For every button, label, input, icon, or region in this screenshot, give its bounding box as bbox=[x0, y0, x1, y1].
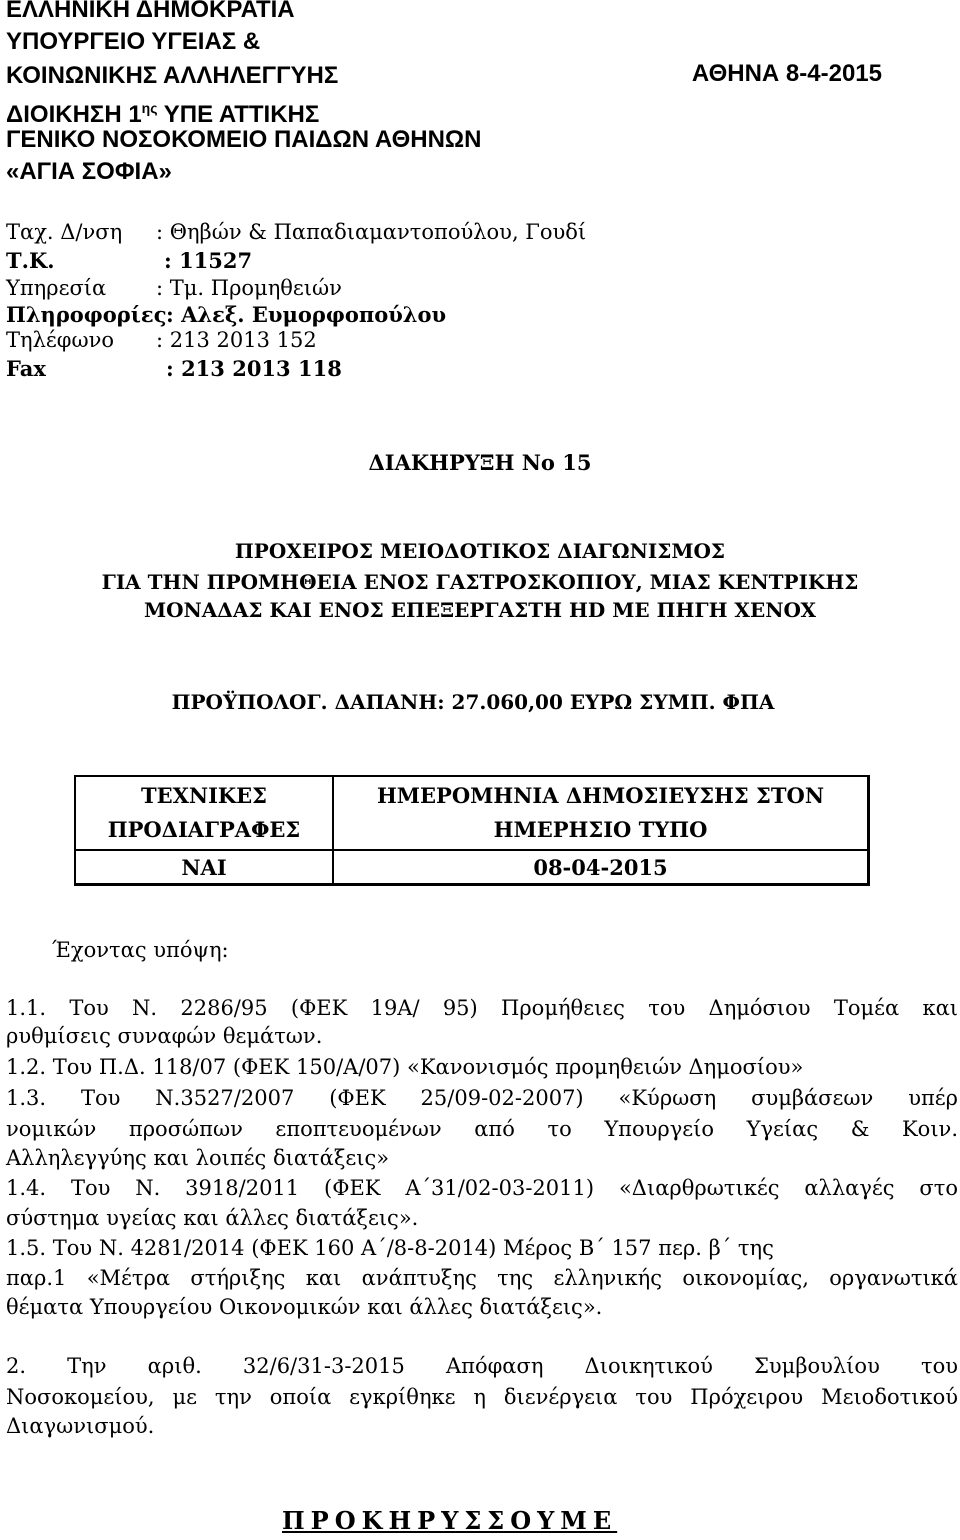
item-1-3-line-3: Αλληλεγγύης και λοιπές διατάξεις» bbox=[6, 1146, 390, 1170]
header-superscript: ης bbox=[141, 100, 158, 116]
fax-label: Fax bbox=[6, 356, 46, 381]
notice-title: ΔΙΑΚΗΡΥΞΗ Νο 15 bbox=[368, 450, 592, 475]
item-2-line-3: Διαγωνισμού. bbox=[6, 1414, 155, 1438]
table-header-row bbox=[75, 776, 869, 850]
table-header-specs bbox=[75, 776, 333, 850]
item-1-5-line-3: θέματα Υπουργείου Οικονομικών και άλλες διατάξεις». bbox=[6, 1295, 603, 1319]
document-date: ΑΘΗΝΑ 8-4-2015 bbox=[691, 60, 882, 87]
item-1-5-line-1: 1.5. Του Ν. 4281/2014 (ΦΕΚ 160 Α΄/8-8-2014) Μέρος Β΄ 157 περ. β΄ της bbox=[6, 1236, 774, 1260]
item-1-3-line-1: 1.3. Του Ν.3527/2007 (ΦΕΚ 25/09-02-2007) «Κύρωση συμβάσεων υπέρ bbox=[6, 1086, 958, 1110]
subtitle-line-1: ΠΡΟΧΕΙΡΟΣ ΜΕΙΟΔΟΤΙΚΟΣ ΔΙΑΓΩΝΙΣΜΟΣ bbox=[234, 539, 726, 563]
table-cell-specs: ΝΑΙ bbox=[75, 850, 333, 885]
budget-line: ΠΡΟΫΠΟΛΟΓ. ΔΑΠΑΝΗ: 27.060,00 ΕΥΡΩ ΣΥΜΠ. ΦΠΑ bbox=[171, 690, 775, 714]
item-1-3-line-2: νομικών προσώπων εποπτευομένων από το Υπουργείο Υγείας & Κοιν. bbox=[6, 1117, 958, 1141]
date-header-line-2: ΗΜΕΡΗΣΙΟ ΤΥΠΟ bbox=[493, 817, 708, 842]
item-1-5-line-2: παρ.1 «Μέτρα στήριξης και ανάπτυξης της ελληνικής οικονομίας, οργανωτικά bbox=[6, 1266, 958, 1290]
tk-value: : 11527 bbox=[164, 248, 253, 273]
address-value: : Θηβών & Παπαδιαμαντοπούλου, Γουδί bbox=[156, 220, 587, 244]
specs-header-line-2: ΠΡΟΔΙΑΓΡΑΦΕΣ bbox=[107, 817, 301, 842]
contact-fax bbox=[6, 356, 342, 381]
table-row bbox=[75, 850, 869, 885]
tk-label: Τ.Κ. bbox=[6, 248, 55, 273]
phone-value: : 213 2013 152 bbox=[156, 328, 317, 352]
item-1-4-line-2: σύστημα υγείας και άλλες διατάξεις». bbox=[6, 1206, 419, 1230]
contact-tk bbox=[6, 248, 252, 273]
item-2-line-1: 2. Την αριθ. 32/6/31-3-2015 Απόφαση Διοικητικού Συμβουλίου του bbox=[6, 1354, 958, 1378]
item-1-4-line-1: 1.4. Του Ν. 3918/2011 (ΦΕΚ Α΄31/02-03-2011) «Διαρθρωτικές αλλαγές στο bbox=[6, 1176, 958, 1200]
header-line-5: ΓΕΝΙΚΟ ΝΟΣΟΚΟΜΕΙΟ ΠΑΙΔΩΝ ΑΘΗΝΩΝ bbox=[6, 126, 482, 153]
table-cell-date: 08-04-2015 bbox=[333, 850, 869, 885]
info-table bbox=[74, 775, 870, 886]
header-line-3: ΚΟΙΝΩΝΙΚΗΣ ΑΛΛΗΛΕΓΓΥΗΣ bbox=[6, 62, 339, 89]
contact-info bbox=[6, 302, 446, 327]
header-line-2: ΥΠΟΥΡΓΕΙΟ ΥΓΕΙΑΣ & bbox=[6, 28, 261, 55]
contact-address bbox=[6, 220, 586, 244]
considering-label: Έχοντας υπόψη: bbox=[52, 938, 229, 962]
contact-phone bbox=[6, 328, 317, 352]
item-1-1-line-1: 1.1. Του Ν. 2286/95 (ΦΕΚ 19Α/ 95) Προμήθειες του Δημόσιου Τομέα και bbox=[6, 996, 958, 1020]
subtitle-line-3: ΜΟΝΑΔΑΣ ΚΑΙ ΕΝΟΣ ΕΠΕΞΕΡΓΑΣΤΗ HD ΜΕ ΠΗΓΗ XENOX bbox=[143, 598, 817, 622]
header-line-4-rest: ΥΠΕ ΑΤΤΙΚΗΣ bbox=[157, 101, 320, 128]
service-label: Υπηρεσία bbox=[6, 276, 107, 300]
fax-value: : 213 2013 118 bbox=[166, 356, 342, 381]
address-label: Ταχ. Δ/νση bbox=[6, 220, 123, 244]
header-line-1: ΕΛΛΗΝΙΚΗ ΔΗΜΟΚΡΑΤΙΑ bbox=[6, 0, 295, 23]
date-header-line-1: ΗΜΕΡΟΜΗΝΙΑ ΔΗΜΟΣΙΕΥΣΗΣ ΣΤΟΝ bbox=[376, 783, 825, 808]
service-value: : Τμ. Προμηθειών bbox=[156, 276, 342, 300]
header-line-4-text: ΔΙΟΙΚΗΣΗ 1 bbox=[6, 101, 142, 128]
header-line-6: «ΑΓΙΑ ΣΟΦΙΑ» bbox=[6, 158, 172, 185]
contact-service bbox=[6, 276, 342, 300]
item-1-1-line-2: ρυθμίσεις συναφών θεμάτων. bbox=[6, 1024, 323, 1048]
info-value: : Αλεξ. Ευμορφοπούλου bbox=[166, 302, 447, 327]
proclamation-heading: ΠΡΟΚΗΡΥΣΣΟΥΜΕ bbox=[282, 1506, 618, 1535]
item-2-line-2: Νοσοκομείου, με την οποία εγκρίθηκε η διενέργεια του Πρόχειρου Μειοδοτικού bbox=[6, 1385, 958, 1409]
phone-label: Τηλέφωνο bbox=[6, 328, 115, 352]
subtitle-line-2: ΓΙΑ ΤΗΝ ΠΡΟΜΗΘΕΙΑ ΕΝΟΣ ΓΑΣΤΡΟΣΚΟΠΙΟΥ, ΜΙΑΣ ΚΕΝΤΡΙΚΗΣ bbox=[101, 570, 859, 594]
info-label: Πληροφορίες bbox=[6, 302, 167, 327]
specs-header-line-1: ΤΕΧΝΙΚΕΣ bbox=[140, 783, 268, 808]
table-header-date bbox=[333, 776, 869, 850]
item-1-2: 1.2. Του Π.Δ. 118/07 (ΦΕΚ 150/Α/07) «Κανονισμός προμηθειών Δημοσίου» bbox=[6, 1055, 804, 1079]
